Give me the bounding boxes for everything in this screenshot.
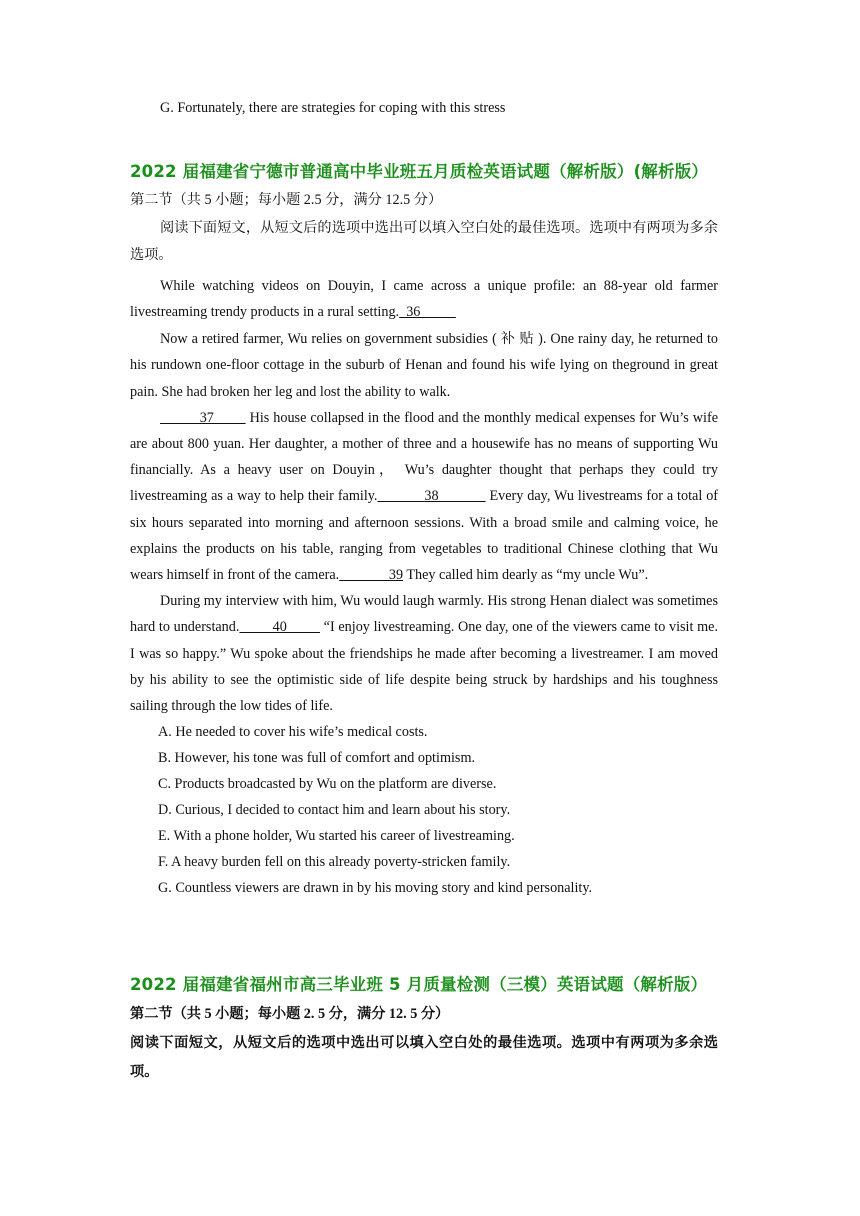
option-f: F. A heavy burden fell on this already poverty-stricken family. [158,854,511,871]
section-subheading: 第二节（共 5 小题；每小题 2.5 分，满分 12.5 分） [130,192,443,209]
paragraph-text: “I enjoy livestreaming. One day, one of the viewers came to visit me. I was so happy.” Wu spoke about the friendships he made after becoming a livestreamer. I am moved by his ability to see the optimistic side of life despite being struck by hardships and his toughness sailing through the low tides of life. [130,619,719,715]
blank-38: 38 [377,488,486,505]
blank-40: 40 [239,619,320,636]
section-fuzhou [130,972,718,1087]
blank-39: 39 [339,567,404,584]
option-d: D. Curious, I decided to contact him and learn about his story. [158,802,511,819]
option-c: C. Products broadcasted by Wu on the platform are diverse. [158,776,497,793]
paragraph-text: His house collapsed in the flood and the monthly medical expenses for Wu’s wife are about 800 yuan. Her daughter, a mother of three and a housewife has no means of supporting Wu financially. As a heavy user on Douyin， Wu’s daughter thought that perhaps they could try livestreaming as a way to help their family. [130,409,718,505]
blank-36: 36 [399,304,456,321]
section-ningde [130,159,718,901]
paragraph-text: Every day, Wu livestreams for a total of six hours separated into morning and afternoon sessions. With a broad smile and calming voice, he explains the products on his table, ranging from vegetables to traditional Chinese clothing that Wu wears himself in front of the camera. [130,488,719,584]
paragraph-text: They called him dearly as “my uncle Wu”. [403,567,649,584]
options-list [130,719,718,901]
paragraph-4 [130,588,718,719]
option-a: A. He needed to cover his wife’s medical costs. [158,724,428,741]
paragraph-text: While watching videos on Douyin, I came across a unique profile: an 88-year old farmer livestreaming trendy products in a rural setting. [130,277,718,321]
prev-option-g: G. Fortunately, there are strategies for coping with this stress [160,100,506,116]
instruction-text: 阅读下面短文，从短文后的选项中选出可以填入空白处的最佳选项。选项中有两项为多余选项。 [130,1035,718,1081]
blank-37: 37 [160,409,246,426]
instruction-text: 阅读下面短文，从短文后的选项中选出可以填入空白处的最佳选项。选项中有两项为多余选项。 [130,220,718,263]
paragraph-text: During my interview with him, Wu would laugh warmly. His strong Henan dialect was sometimes hard to understand. [130,593,718,636]
paragraph-1 [130,273,718,325]
section-heading: 2022 届福建省宁德市普通高中毕业班五月质检英语试题（解析版）(解析版） [130,162,709,181]
section-heading: 2022 届福建省福州市高三毕业班 5 月质量检测（三模）英语试题（解析版） [130,975,708,994]
option-e: E. With a phone holder, Wu started his career of livestreaming. [158,828,515,845]
section-subheading: 第二节（共 5 小题；每小题 2. 5 分，满分 12. 5 分） [130,1006,450,1023]
option-g: G. Countless viewers are drawn in by his moving story and kind personality. [158,880,593,897]
option-b: B. However, his tone was full of comfort and optimism. [158,750,476,767]
paragraph-2: Now a retired farmer, Wu relies on government subsidies ( 补 贴 ). One rainy day, he returned to his rundown one-floor cottage in the suburb of Henan and found his wife lying on theground in great pain. She had broken her leg and lost the ability to walk. [130,331,718,400]
paragraph-3 [130,405,718,588]
